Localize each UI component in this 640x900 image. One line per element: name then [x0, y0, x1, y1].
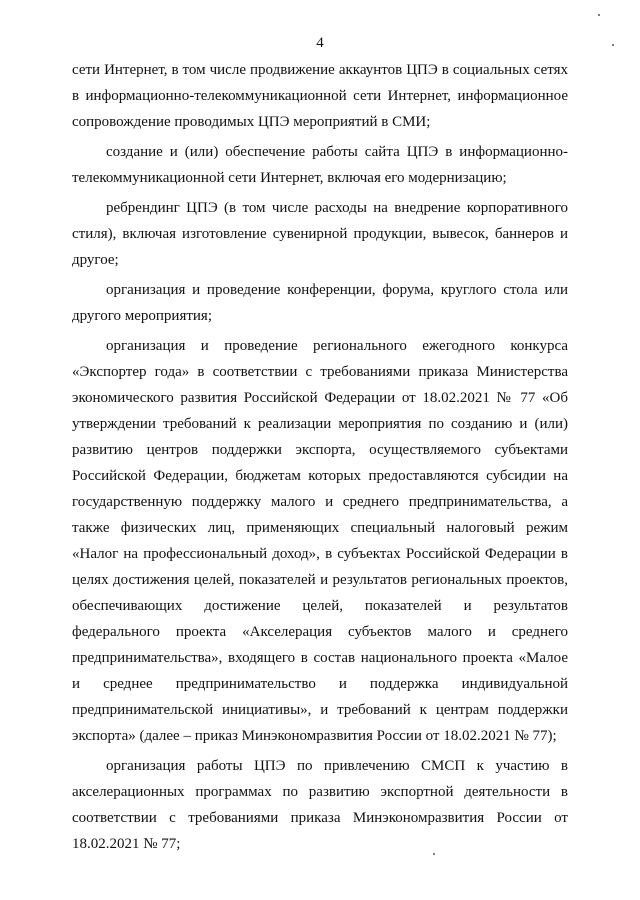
paragraph-conference: организация и проведение конференции, форума, круглого стола или другого мероприятия; — [72, 282, 568, 324]
page-number: 4 — [316, 35, 324, 51]
paragraph-social-networks: сети Интернет, в том числе продвижение аккаунтов ЦПЭ в социальных сетях в информационно-телекоммуникационной сети Интернет, информационное сопровождение проводимых ЦПЭ мероприятий в СМИ; — [72, 62, 568, 130]
paragraph-exporter-contest: организация и проведение регионального ежегодного конкурса «Экспортер года» в соответствии с требованиями приказа Министерства экономического развития Российской Федерации от 18.02.2021 № 77 «Об утверждении требований к реализации мероприятия по созданию и (или) развитию центров поддержки экспорта, осуществляемого субъектами Российской Федерации, бюджетам которых предоставляются субсидии на государственную поддержку малого и среднего предпринимательства, а также физических лиц, применяющих специальный налоговый режим «Налог на профессиональный доход», в субъектах Российской Федерации в целях достижения целей, показателей и результатов региональных проектов, обеспечивающих достижение целей, показателей и результатов федерального проекта «Акселерация субъектов малого и среднего предпринимательства», входящего в состав национального проекта «Малое и среднее предпринимательство и поддержка индивидуальной предпринимательской инициативы», и требований к центрам поддержки экспорта» (далее – приказ Минэкономразвития России от 18.02.2021 № 77); — [72, 338, 568, 744]
scan-speck — [612, 44, 614, 46]
paragraph-website: создание и (или) обеспечение работы сайта ЦПЭ в информационно-телекоммуникационной сети Интернет, включая его модернизацию; — [72, 144, 568, 186]
paragraph-acceleration-programs: организация работы ЦПЭ по привлечению СМСП к участию в акселерационных программах по развитию экспортной деятельности в соответствии с требованиями приказа Минэкономразвития России от 18.02.2021 № 77; — [72, 758, 568, 852]
document-body — [72, 57, 568, 857]
scan-speck — [433, 853, 435, 855]
paragraph-rebranding: ребрендинг ЦПЭ (в том числе расходы на внедрение корпоративного стиля), включая изготовление сувенирной продукции, вывесок, баннеров и другое; — [72, 200, 568, 268]
scan-speck — [598, 14, 600, 16]
